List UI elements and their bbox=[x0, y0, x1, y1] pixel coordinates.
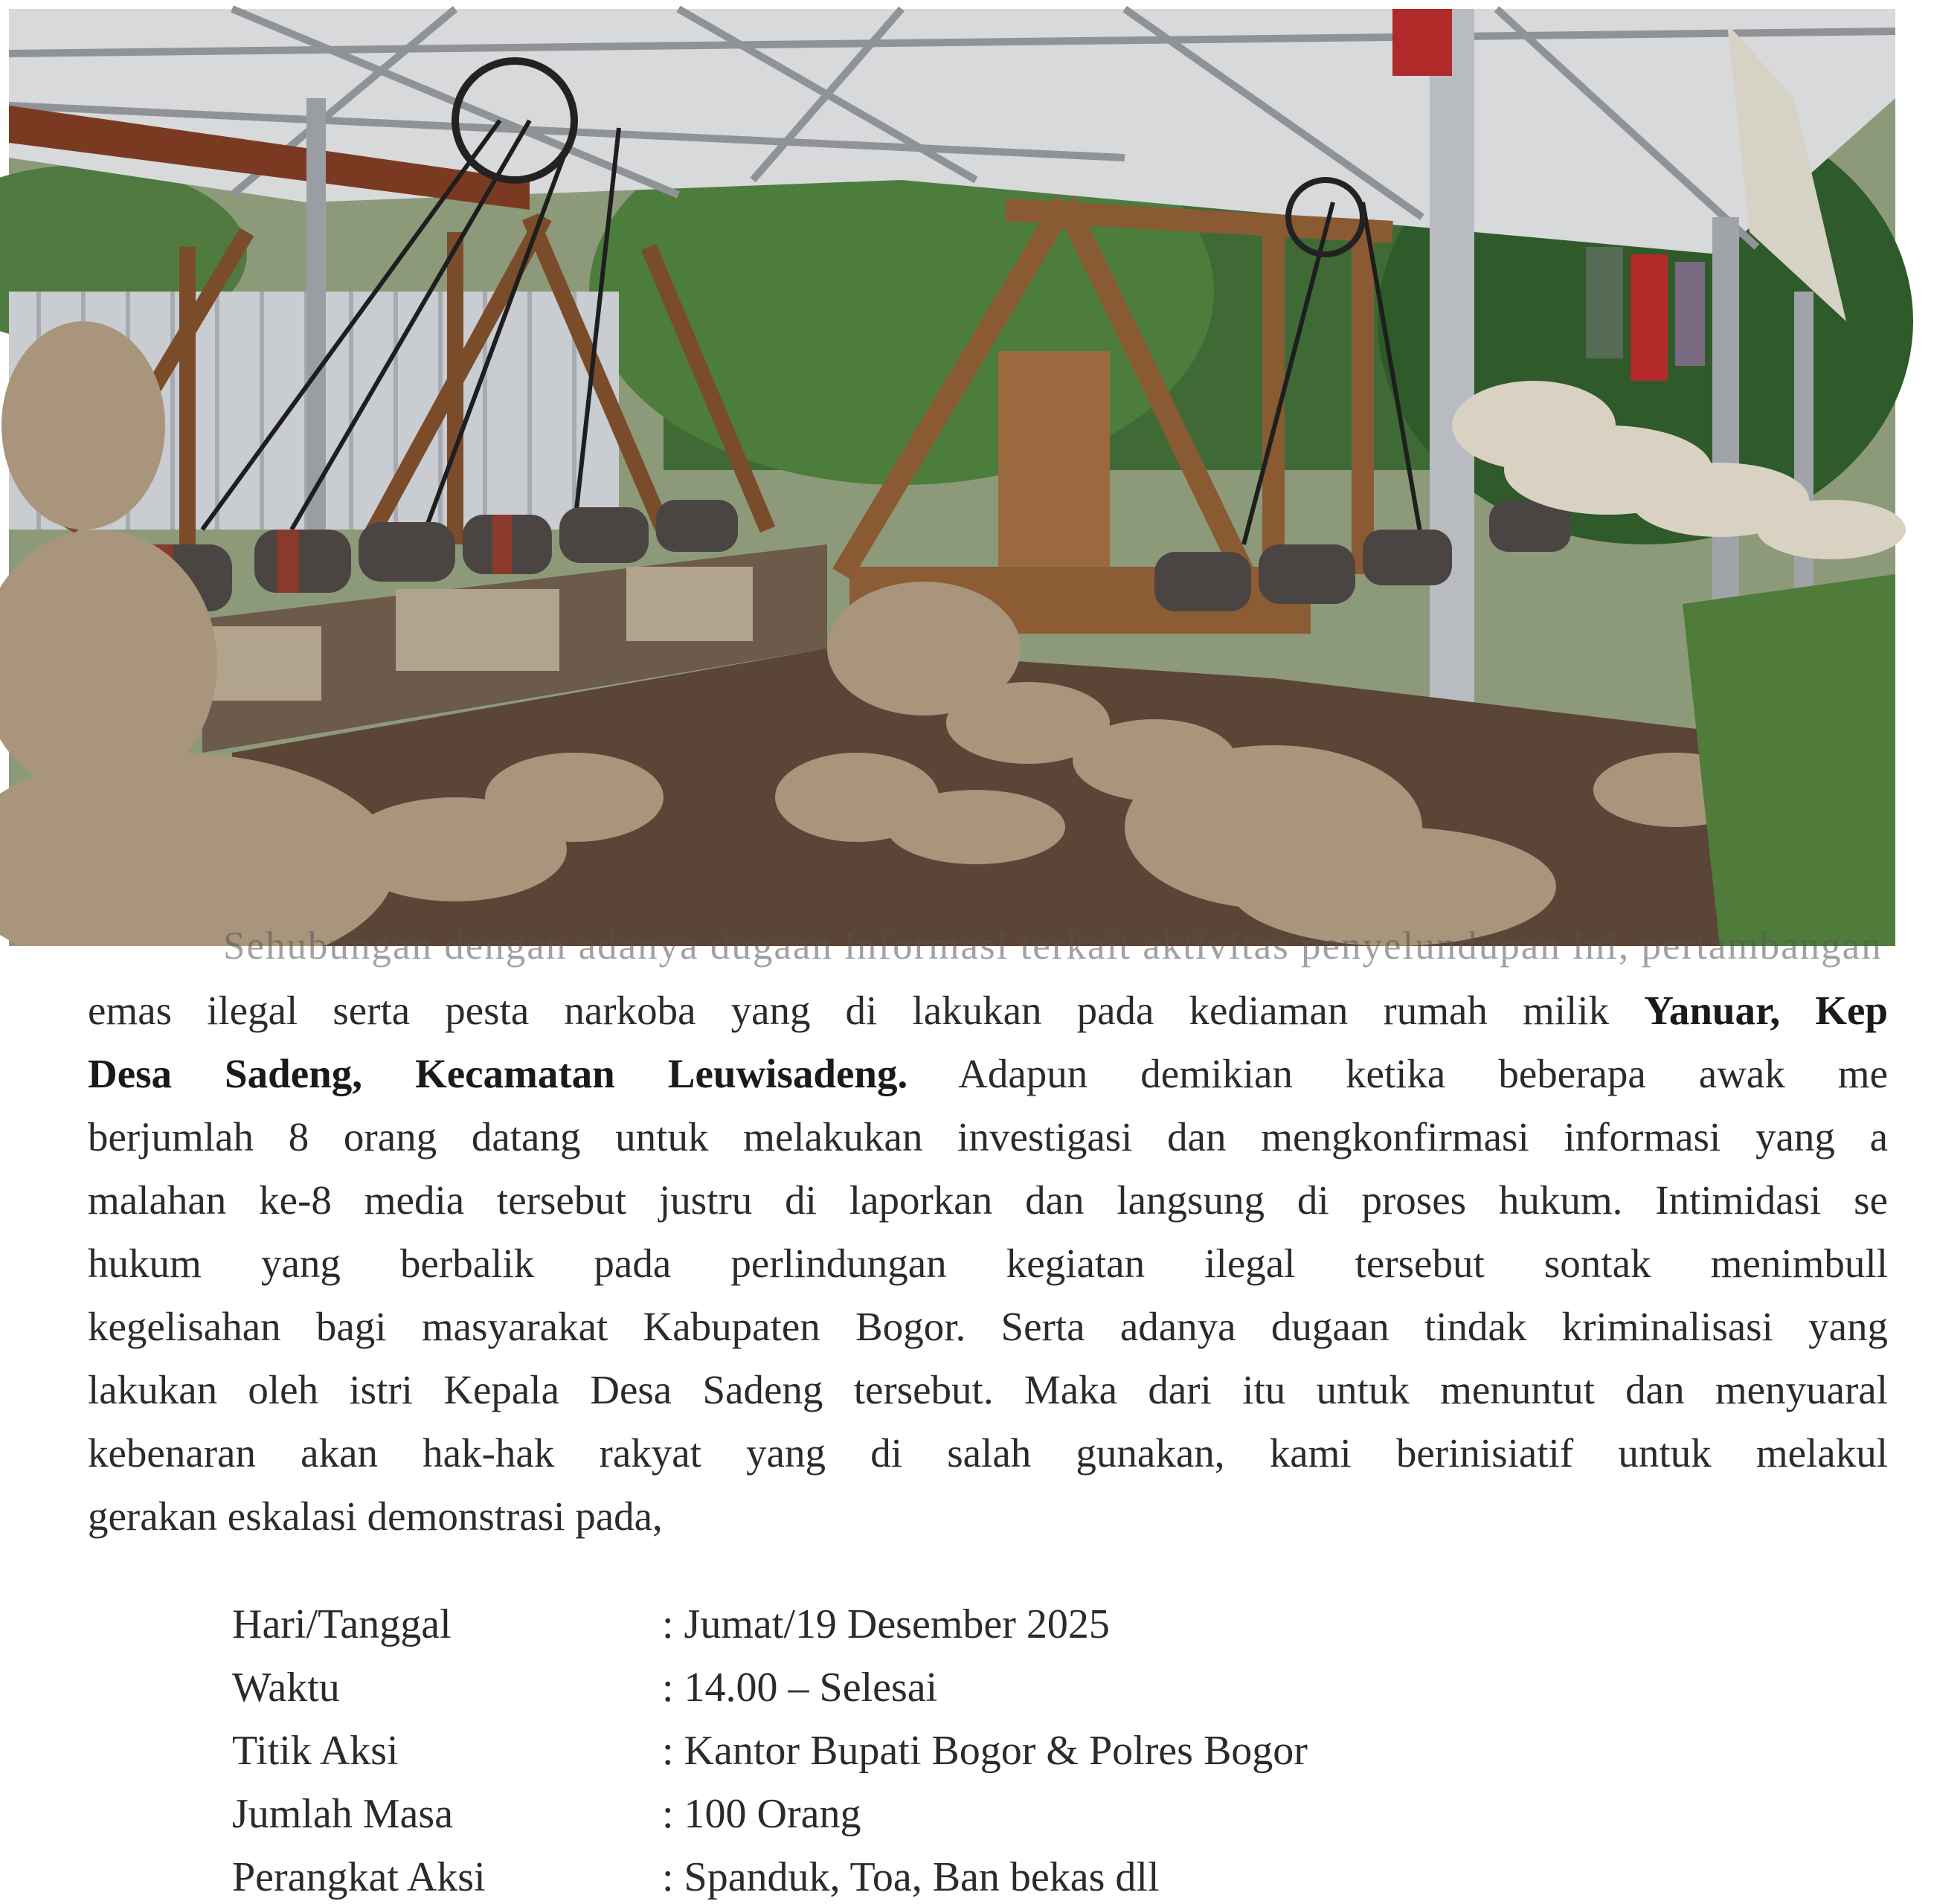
line-text-bold: Yanuar, Kep bbox=[1644, 988, 1888, 1033]
detail-value: : Jumat/19 Desember 2025 bbox=[662, 1601, 1110, 1647]
detail-key: Hari/Tanggal bbox=[232, 1601, 452, 1647]
detail-row bbox=[232, 1664, 1869, 1727]
paragraph-line bbox=[88, 1042, 1888, 1105]
detail-value: : Spanduk, Toa, Ban bekas dll bbox=[662, 1854, 1160, 1900]
line-text-bold: Desa Sadeng, Kecamatan Leuwisadeng. bbox=[88, 1051, 908, 1096]
paragraph-line bbox=[88, 1232, 1888, 1295]
line-text: Adapun demikian ketika beberapa awak me bbox=[907, 1051, 1889, 1096]
line-text: emas ilegal serta pesta narkoba yang di lakukan pada kediaman rumah milik bbox=[88, 988, 1645, 1033]
detail-key: Titik Aksi bbox=[232, 1728, 399, 1774]
line-text: lakukan oleh istri Kepala Desa Sadeng tersebut. Maka dari itu untuk menuntut dan menyuaral bbox=[88, 1367, 1888, 1412]
detail-key: Waktu bbox=[232, 1665, 340, 1711]
action-details bbox=[232, 1601, 1869, 1900]
line-text: hukum yang berbalik pada perlindungan kegiatan ilegal tersebut sontak menimbull bbox=[88, 1241, 1888, 1286]
line-text: kebenaran akan hak-hak rakyat yang di salah gunakan, kami berinisiatif untuk melakul bbox=[88, 1430, 1888, 1476]
detail-value: : 14.00 – Selesai bbox=[662, 1665, 938, 1711]
detail-key: Perangkat Aksi bbox=[232, 1854, 486, 1900]
mining-site-photo bbox=[9, 9, 1895, 946]
line-text: berjumlah 8 orang datang untuk melakukan investigasi dan mengkonfirmasi informasi yang a bbox=[88, 1114, 1888, 1160]
line-text: gerakan eskalasi demonstrasi pada, bbox=[88, 1493, 663, 1539]
detail-value: : Kantor Bupati Bogor & Polres Bogor bbox=[662, 1728, 1308, 1774]
line-text: kegelisahan bagi masyarakat Kabupaten Bogor. Serta adanya dugaan tindak kriminalisasi yang bbox=[88, 1304, 1888, 1349]
detail-value: : 100 Orang bbox=[662, 1791, 861, 1837]
paragraph-line bbox=[88, 1421, 1888, 1485]
paragraph-line bbox=[88, 1105, 1888, 1168]
body-paragraph bbox=[88, 979, 1918, 1548]
photo-image bbox=[9, 9, 1895, 946]
document-scan bbox=[0, 924, 1904, 1904]
detail-row bbox=[232, 1601, 1869, 1664]
detail-row bbox=[232, 1853, 1869, 1900]
paragraph-line bbox=[88, 979, 1888, 1042]
paragraph-line bbox=[88, 1295, 1888, 1358]
cut-top-line: Sehubungan dengan adanya dugaan informasi terkait aktivitas penyelundupan ini, pertambangan bbox=[223, 924, 1883, 968]
paragraph-line bbox=[88, 1485, 1888, 1548]
line-text: malahan ke-8 media tersebut justru di laporkan dan langsung di proses hukum. Intimidasi se bbox=[88, 1177, 1888, 1223]
detail-row bbox=[232, 1790, 1869, 1853]
detail-row bbox=[232, 1727, 1869, 1790]
detail-key: Jumlah Masa bbox=[232, 1791, 454, 1837]
paragraph-line bbox=[88, 1168, 1888, 1232]
paragraph-line bbox=[88, 1358, 1888, 1421]
